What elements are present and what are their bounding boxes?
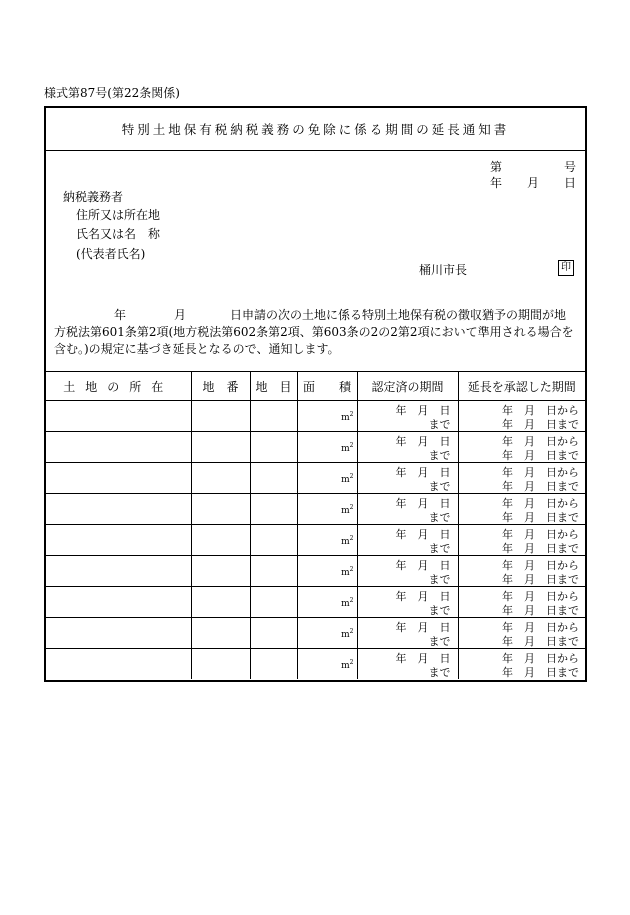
area-unit-label: $m^2$	[341, 442, 354, 454]
header-area: 面 積	[297, 372, 357, 401]
cell-location[interactable]	[46, 401, 191, 432]
document-title: 特別土地保有税納税義務の免除に係る期間の延長通知書	[46, 108, 585, 151]
name-label: 氏名又は名 称	[76, 227, 161, 241]
body-month: 月	[174, 308, 187, 322]
cell-certified-period[interactable]	[357, 556, 458, 587]
cell-land-category[interactable]	[250, 463, 297, 494]
certified-date: 年 月 日	[395, 404, 451, 417]
extended-from: 年 月 日から	[502, 528, 579, 541]
extended-until: 年 月 日まで	[502, 573, 579, 586]
extended-until: 年 月 日まで	[502, 635, 579, 648]
area-unit-label: $m^2$	[341, 597, 354, 609]
area-unit-label: $m^2$	[341, 535, 354, 547]
certified-date: 年 月 日	[395, 466, 451, 479]
header-location: 土地の所在	[46, 372, 191, 401]
cell-location[interactable]	[46, 556, 191, 587]
cell-certified-period[interactable]	[357, 649, 458, 680]
table-row	[46, 649, 585, 680]
cell-extended-period[interactable]	[458, 556, 585, 587]
cell-lot-number[interactable]	[191, 401, 250, 432]
cell-land-category[interactable]	[250, 401, 297, 432]
cell-extended-period[interactable]	[458, 494, 585, 525]
date-year: 年	[490, 176, 503, 190]
table-row	[46, 401, 585, 432]
certified-date: 年 月 日	[395, 559, 451, 572]
certified-date: 年 月 日	[395, 621, 451, 634]
certified-until: まで	[428, 573, 451, 586]
cell-lot-number[interactable]	[191, 587, 250, 618]
cell-location[interactable]	[46, 587, 191, 618]
address-label: 住所又は所在地	[76, 208, 161, 222]
cell-certified-period[interactable]	[357, 525, 458, 556]
area-unit-label: $m^2$	[341, 473, 354, 485]
cell-lot-number[interactable]	[191, 432, 250, 463]
cell-land-category[interactable]	[250, 494, 297, 525]
header-extended-period: 延長を承認した期間	[458, 372, 585, 401]
extended-from: 年 月 日から	[502, 652, 579, 665]
cell-area[interactable]	[297, 556, 357, 587]
cell-extended-period[interactable]	[458, 587, 585, 618]
cell-lot-number[interactable]	[191, 556, 250, 587]
extended-from: 年 月 日から	[502, 497, 579, 510]
cell-land-category[interactable]	[250, 649, 297, 680]
cell-certified-period[interactable]	[357, 587, 458, 618]
extended-until: 年 月 日まで	[502, 666, 579, 679]
cell-location[interactable]	[46, 649, 191, 680]
area-unit-label: $m^2$	[341, 566, 354, 578]
header-certified-period: 認定済の期間	[357, 372, 458, 401]
cell-lot-number[interactable]	[191, 463, 250, 494]
extended-until: 年 月 日まで	[502, 542, 579, 555]
table-body	[46, 401, 585, 680]
number-label: 第	[490, 160, 503, 174]
issuer-name: 桶川市長	[419, 263, 468, 277]
cell-area[interactable]	[297, 463, 357, 494]
certified-until: まで	[428, 511, 451, 524]
table-row	[46, 432, 585, 463]
header-land-category: 地 目	[250, 372, 297, 401]
cell-land-category[interactable]	[250, 556, 297, 587]
body-text: 日申請の次の土地に係る特別土地保有税の徴収猶予の期間が地方税法第601条第2項(地方税法第602条第2項、第603条の2の2第2項において準用される場合を含む。)の規定に基づき延長となるので、通知します。	[54, 308, 574, 356]
table-row	[46, 618, 585, 649]
extended-until: 年 月 日まで	[502, 449, 579, 462]
land-table	[46, 371, 585, 679]
cell-lot-number[interactable]	[191, 649, 250, 680]
notice-form	[44, 106, 587, 682]
taxpayer-label: 納税義務者	[63, 190, 124, 204]
cell-location[interactable]	[46, 463, 191, 494]
cell-certified-period[interactable]	[357, 618, 458, 649]
cell-extended-period[interactable]	[458, 525, 585, 556]
cell-lot-number[interactable]	[191, 618, 250, 649]
number-suffix: 号	[564, 160, 577, 174]
cell-area[interactable]	[297, 618, 357, 649]
extended-until: 年 月 日まで	[502, 511, 579, 524]
cell-extended-period[interactable]	[458, 401, 585, 432]
certified-date: 年 月 日	[395, 590, 451, 603]
extended-until: 年 月 日まで	[502, 604, 579, 617]
cell-land-category[interactable]	[250, 587, 297, 618]
cell-land-category[interactable]	[250, 618, 297, 649]
certified-until: まで	[428, 666, 451, 679]
extended-from: 年 月 日から	[502, 621, 579, 634]
cell-area[interactable]	[297, 494, 357, 525]
area-unit-label: $m^2$	[341, 411, 354, 423]
extended-until: 年 月 日まで	[502, 418, 579, 431]
cell-land-category[interactable]	[250, 432, 297, 463]
cell-extended-period[interactable]	[458, 649, 585, 680]
extended-from: 年 月 日から	[502, 466, 579, 479]
cell-lot-number[interactable]	[191, 525, 250, 556]
cell-extended-period[interactable]	[458, 618, 585, 649]
cell-certified-period[interactable]	[357, 463, 458, 494]
date-day: 日	[564, 176, 577, 190]
cell-certified-period[interactable]	[357, 432, 458, 463]
cell-extended-period[interactable]	[458, 463, 585, 494]
area-unit-label: $m^2$	[341, 628, 354, 640]
certified-until: まで	[428, 480, 451, 493]
cell-area[interactable]	[297, 401, 357, 432]
table-row	[46, 494, 585, 525]
cell-extended-period[interactable]	[458, 432, 585, 463]
extended-until: 年 月 日まで	[502, 480, 579, 493]
cell-area[interactable]	[297, 525, 357, 556]
certified-date: 年 月 日	[395, 497, 451, 510]
certified-until: まで	[428, 418, 451, 431]
cell-area[interactable]	[297, 432, 357, 463]
extended-from: 年 月 日から	[502, 404, 579, 417]
seal-mark: 印	[558, 260, 574, 276]
certified-until: まで	[428, 449, 451, 462]
cell-area[interactable]	[297, 587, 357, 618]
certified-date: 年 月 日	[395, 528, 451, 541]
table-row	[46, 463, 585, 494]
certified-until: まで	[428, 635, 451, 648]
certified-date: 年 月 日	[395, 435, 451, 448]
representative-label: (代表者氏名)	[76, 247, 146, 261]
extended-from: 年 月 日から	[502, 590, 579, 603]
cell-certified-period[interactable]	[357, 494, 458, 525]
cell-area[interactable]	[297, 649, 357, 680]
cell-location[interactable]	[46, 525, 191, 556]
form-number-label: 様式第87号(第22条関係)	[44, 86, 180, 100]
cell-location[interactable]	[46, 494, 191, 525]
body-year: 年	[114, 308, 127, 322]
table-row	[46, 587, 585, 618]
certified-date: 年 月 日	[395, 652, 451, 665]
certified-until: まで	[428, 542, 451, 555]
extended-from: 年 月 日から	[502, 435, 579, 448]
table-row	[46, 525, 585, 556]
area-unit-label: $m^2$	[341, 504, 354, 516]
cell-land-category[interactable]	[250, 525, 297, 556]
extended-from: 年 月 日から	[502, 559, 579, 572]
cell-location[interactable]	[46, 618, 191, 649]
table-row	[46, 556, 585, 587]
date-month: 月	[527, 176, 540, 190]
cell-certified-period[interactable]	[357, 401, 458, 432]
notice-body	[54, 307, 577, 358]
area-unit-label: $m^2$	[341, 659, 354, 671]
certified-until: まで	[428, 604, 451, 617]
header-lot-number: 地 番	[191, 372, 250, 401]
cell-lot-number[interactable]	[191, 494, 250, 525]
cell-location[interactable]	[46, 432, 191, 463]
